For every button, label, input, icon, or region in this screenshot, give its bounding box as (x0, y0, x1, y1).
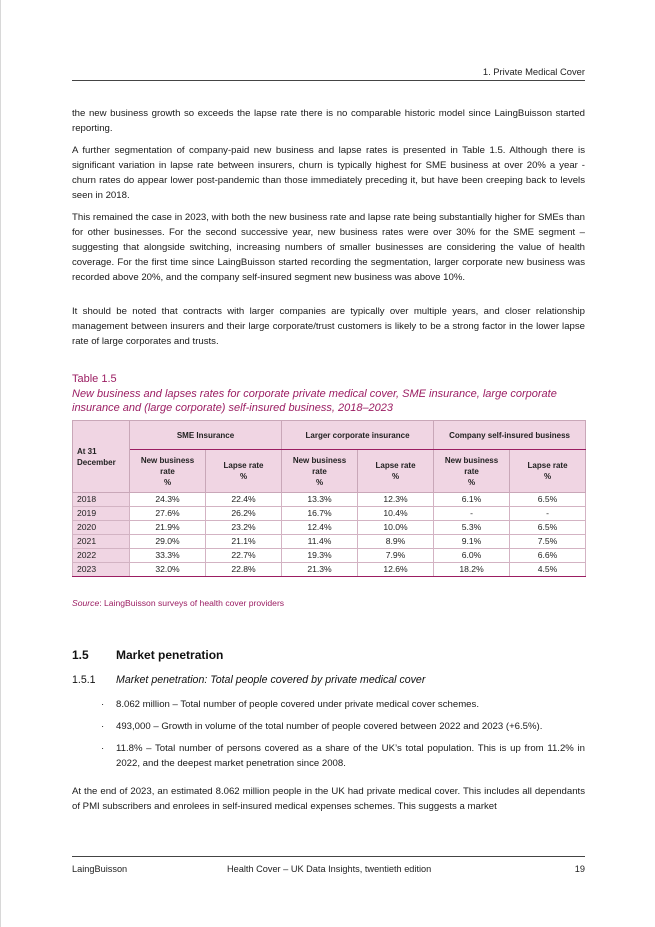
table-caption: New business and lapses rates for corporate private medical cover, SME insurance, large corporate insurance and (large corporate) self-insured business, 2018–2023 (72, 388, 557, 414)
key-figures-list (72, 697, 585, 778)
table-cell: 32.0% (130, 563, 206, 577)
header-rule (72, 80, 585, 81)
group-header-sme: SME Insurance (130, 421, 282, 450)
sub-header-sme-new-business: New business rate % (130, 450, 206, 493)
sub-header-self-insured-new-business: New business rate % (434, 450, 510, 493)
paragraph-3: This remained the case in 2023, with both the new business rate and lapse rate being substantially higher for SMEs than for other businesses. For the second successive year, new business rates were over 30% for the SME segment – suggesting that alongside switching, increasing numbers of smaller businesses are considering the value of health coverage. For the first time since LaingBuisson started recording the segmentation, larger corporate new business was recorded above 20%, and the company self-insured segment new business was above 10%. (72, 212, 585, 283)
page-edge (0, 0, 1, 927)
table-cell: 8.9% (358, 535, 434, 549)
table-row (73, 563, 586, 577)
year-cell: 2021 (73, 535, 130, 549)
table-cell: 6.5% (510, 521, 586, 535)
table-cell: 29.0% (130, 535, 206, 549)
footer-publication: Health Cover – UK Data Insights, twentieth edition (227, 864, 432, 874)
table-source (72, 598, 284, 608)
table-cell: 21.9% (130, 521, 206, 535)
table-cell: 33.3% (130, 549, 206, 563)
table-cell: 10.4% (358, 507, 434, 521)
table-row (73, 535, 586, 549)
list-item: · 11.8% – Total number of persons covered as a share of the UK’s total population. This is up from 11.2% in 2022, and the deepest market penetration since 2008. (101, 743, 585, 769)
sub-header-self-insured-lapse: Lapse rate % (510, 450, 586, 493)
table-cell: 11.4% (282, 535, 358, 549)
table-row (73, 521, 586, 535)
year-header-line1: At 31 (77, 446, 97, 456)
table-cell: 22.8% (206, 563, 282, 577)
subsection-title: Market penetration: Total people covered by private medical cover (116, 674, 426, 686)
table-cell: - (510, 507, 586, 521)
sub-header-sme-lapse: Lapse rate % (206, 450, 282, 493)
source-label: Source (72, 598, 100, 608)
table-cell: 5.3% (434, 521, 510, 535)
year-cell: 2019 (73, 507, 130, 521)
table-cell: 21.1% (206, 535, 282, 549)
running-header: 1. Private Medical Cover (482, 66, 585, 77)
section-number: 1.5 (72, 648, 89, 662)
table-cell: 12.4% (282, 521, 358, 535)
page-number: 19 (574, 864, 585, 874)
footer-rule (72, 856, 585, 857)
table-cell: 22.7% (206, 549, 282, 563)
table-cell: 23.2% (206, 521, 282, 535)
table-cell: 6.0% (434, 549, 510, 563)
bullet-icon: · (101, 743, 105, 754)
table-cell: 26.2% (206, 507, 282, 521)
year-cell: 2020 (73, 521, 130, 535)
table-cell: 18.2% (434, 563, 510, 577)
sub-header-corporate-new-business: New business rate % (282, 450, 358, 493)
year-cell: 2018 (73, 493, 130, 507)
table-cell: 24.3% (130, 493, 206, 507)
section-title: Market penetration (116, 648, 224, 662)
table-cell: 19.3% (282, 549, 358, 563)
table-row (73, 493, 586, 507)
list-item: · 493,000 – Growth in volume of the total number of people covered between 2022 and 2023 (+6.5%). (101, 721, 543, 732)
table-cell: 9.1% (434, 535, 510, 549)
table-cell: 6.6% (510, 549, 586, 563)
lapse-rate-table (72, 420, 586, 577)
table-label: Table 1.5 (72, 373, 117, 385)
table-cell: 13.3% (282, 493, 358, 507)
subsection-heading (72, 674, 425, 686)
section-heading (72, 648, 223, 662)
subsection-number: 1.5.1 (72, 674, 96, 686)
paragraph-1: the new business growth so exceeds the lapse rate there is no comparable historic model since LaingBuisson started reporting. (72, 108, 585, 134)
group-header-self-insured: Company self-insured business (434, 421, 586, 450)
group-header-larger-corporate: Larger corporate insurance (282, 421, 434, 450)
table-cell: 22.4% (206, 493, 282, 507)
table-cell: 6.1% (434, 493, 510, 507)
table-cell: 7.5% (510, 535, 586, 549)
year-header-line2: December (77, 457, 116, 467)
table-cell: 7.9% (358, 549, 434, 563)
bullet-icon: · (101, 721, 105, 732)
table-cell: 21.3% (282, 563, 358, 577)
table-cell: - (434, 507, 510, 521)
year-column-header (73, 421, 130, 493)
table-cell: 27.6% (130, 507, 206, 521)
footer-publisher: LaingBuisson (72, 864, 128, 874)
table-cell: 6.5% (510, 493, 586, 507)
source-text: : LaingBuisson surveys of health cover providers (99, 598, 285, 608)
table-cell: 4.5% (510, 563, 586, 577)
table-row (73, 507, 586, 521)
year-cell: 2022 (73, 549, 130, 563)
paragraph-4: It should be noted that contracts with larger companies are typically over multiple years, and closer relationship management between insurers and their large corporate/trust customers is likely to be a strong factor in the lower lapse rate of large corporates and trusts. (72, 306, 585, 347)
sub-header-corporate-lapse: Lapse rate % (358, 450, 434, 493)
table-cell: 10.0% (358, 521, 434, 535)
table-cell: 12.3% (358, 493, 434, 507)
list-item: · 8.062 million – Total number of people covered under private medical cover schemes. (101, 699, 479, 710)
paragraph-2: A further segmentation of company-paid new business and lapse rates is presented in Table 1.5. Although there is significant variation in lapse rate between insurers, churn is typically highest for SME business at over 20% a year - churn rates do appear lower post-pandemic than those immediately preceding it, but have been creeping back to levels seen in 2018. (72, 145, 585, 201)
table-row (73, 549, 586, 563)
table-cell: 16.7% (282, 507, 358, 521)
closing-paragraph: At the end of 2023, an estimated 8.062 million people in the UK had private medical cover. This includes all dependants of PMI subscribers and enrolees in self-insured medical expenses schemes. This suggests a market (72, 786, 585, 812)
table-cell: 12.6% (358, 563, 434, 577)
year-cell: 2023 (73, 563, 130, 577)
bullet-icon: · (101, 699, 105, 710)
